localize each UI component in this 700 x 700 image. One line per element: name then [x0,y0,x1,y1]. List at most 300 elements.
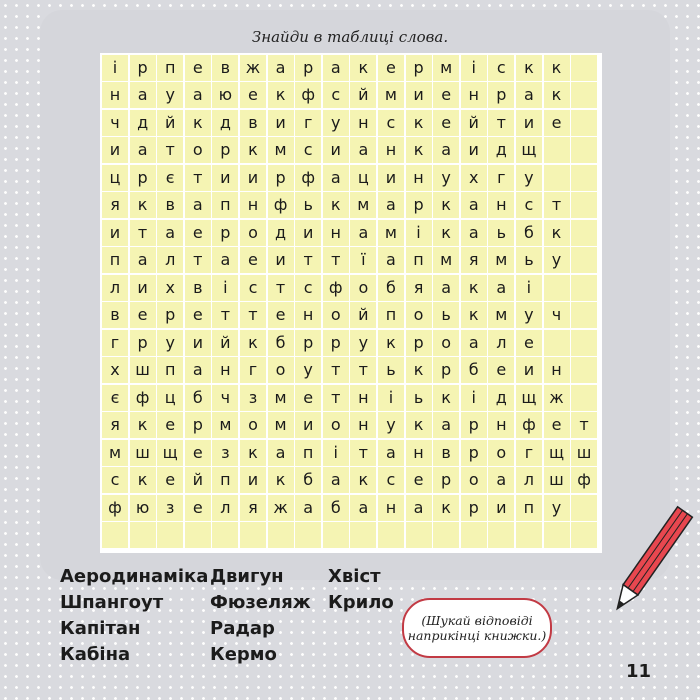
grid-cell: р [488,82,514,108]
grid-cell: к [406,110,432,136]
grid-cell: а [461,220,487,246]
word-column-2 [210,566,311,670]
grid-cell: к [268,82,294,108]
grid-cell: і [378,385,404,411]
grid-cell: і [406,220,432,246]
grid-cell: а [433,275,459,301]
grid-cell: к [544,82,570,108]
grid-cell: в [212,55,238,81]
grid-cell: р [185,412,211,438]
grid-cell: р [130,55,156,81]
grid-cell: п [295,440,321,466]
grid-cell: а [350,495,376,521]
grid-cell: т [323,247,349,273]
grid-cell: т [488,110,514,136]
grid-cell: е [544,412,570,438]
word-item: Крило [328,592,394,613]
grid-cell: с [378,467,404,493]
grid-cell: и [130,275,156,301]
grid-cell [571,302,597,328]
grid-cell: в [433,440,459,466]
grid-cell: е [433,110,459,136]
grid-cell: ц [157,385,183,411]
grid-cell: с [295,275,321,301]
grid-cell: а [378,247,404,273]
grid-cell [571,247,597,273]
grid-cell: а [488,467,514,493]
grid-cell: н [350,412,376,438]
grid-cell: р [406,192,432,218]
grid-cell: т [212,302,238,328]
grid-cell: з [157,495,183,521]
grid-cell: л [102,275,128,301]
grid-cell: н [350,110,376,136]
grid-cell: т [268,275,294,301]
grid-cell: і [461,385,487,411]
grid-cell: е [406,467,432,493]
grid-cell: н [544,357,570,383]
grid-cell: б [295,467,321,493]
note-line-1: (Шукай відповіді [421,613,533,628]
grid-cell: и [406,82,432,108]
grid-cell: т [185,165,211,191]
grid-cell: т [185,247,211,273]
grid-cell: о [433,330,459,356]
grid-cell: к [240,440,266,466]
grid-cell: а [185,192,211,218]
grid-cell: б [268,330,294,356]
grid-cell: а [130,247,156,273]
instruction-text: Знайди в таблиці слова. [251,28,449,46]
grid-cell: и [102,137,128,163]
letter-grid [102,55,600,548]
word-item: Кермо [210,644,277,665]
grid-cell: н [295,302,321,328]
grid-cell: а [157,220,183,246]
grid-cell: с [488,55,514,81]
grid-cell: к [406,357,432,383]
grid-cell: є [157,165,183,191]
grid-cell: е [240,82,266,108]
grid-cell: я [406,275,432,301]
grid-cell: ш [130,357,156,383]
grid-cell: й [350,82,376,108]
grid-cell: к [240,330,266,356]
grid-cell: ж [268,495,294,521]
grid-cell: р [406,330,432,356]
grid-cell [130,522,156,548]
grid-cell: м [433,55,459,81]
grid-cell [571,55,597,81]
grid-cell [544,275,570,301]
grid-cell: ї [350,247,376,273]
grid-cell: н [102,82,128,108]
grid-cell: м [488,247,514,273]
grid-cell: й [185,467,211,493]
word-search-grid [100,53,602,553]
grid-cell: ж [544,385,570,411]
grid-cell [378,522,404,548]
grid-cell: л [157,247,183,273]
grid-cell: с [516,192,542,218]
grid-cell [544,137,570,163]
grid-cell: щ [516,385,542,411]
grid-cell: м [378,220,404,246]
grid-cell: т [295,247,321,273]
grid-cell: ь [516,247,542,273]
grid-cell: р [268,165,294,191]
grid-cell: о [268,357,294,383]
grid-cell: т [240,302,266,328]
grid-cell: ч [212,385,238,411]
grid-cell: а [212,247,238,273]
grid-cell: п [406,247,432,273]
grid-cell [488,522,514,548]
grid-cell [516,522,542,548]
grid-cell [571,165,597,191]
grid-cell: к [130,467,156,493]
grid-cell: а [350,137,376,163]
grid-cell: к [378,330,404,356]
grid-cell: і [516,275,542,301]
grid-cell: х [102,357,128,383]
grid-cell: п [378,302,404,328]
grid-cell: ь [433,302,459,328]
grid-cell: к [268,467,294,493]
grid-cell [268,522,294,548]
grid-cell: я [102,192,128,218]
word-item: Капітан [60,618,141,639]
grid-cell: и [488,495,514,521]
grid-cell: р [130,165,156,191]
grid-cell: в [102,302,128,328]
grid-cell: с [323,82,349,108]
grid-cell: м [433,247,459,273]
grid-cell: й [350,302,376,328]
grid-cell: ф [130,385,156,411]
grid-cell: к [350,467,376,493]
grid-cell: ю [130,495,156,521]
grid-cell: а [323,55,349,81]
grid-cell: т [544,192,570,218]
page-number: 11 [626,661,652,682]
grid-cell: у [433,165,459,191]
grid-cell: в [185,275,211,301]
grid-cell: ш [544,467,570,493]
grid-cell: е [185,220,211,246]
grid-cell: е [268,302,294,328]
grid-cell: м [268,137,294,163]
grid-cell: к [350,55,376,81]
grid-cell: н [461,82,487,108]
grid-cell: н [378,137,404,163]
grid-cell: п [212,192,238,218]
grid-cell: е [544,110,570,136]
grid-cell: т [323,357,349,383]
grid-cell: і [461,55,487,81]
answers-note [402,598,552,658]
grid-cell: х [461,165,487,191]
grid-cell: н [240,192,266,218]
grid-cell: в [240,110,266,136]
grid-cell: є [102,385,128,411]
grid-cell: и [268,110,294,136]
grid-cell: н [323,220,349,246]
grid-cell: а [461,330,487,356]
grid-cell: е [130,302,156,328]
grid-cell: о [323,302,349,328]
grid-cell: я [102,412,128,438]
grid-cell: і [323,440,349,466]
grid-cell: д [268,220,294,246]
grid-cell: а [268,55,294,81]
grid-cell: и [378,165,404,191]
grid-cell: ь [295,192,321,218]
grid-cell: е [516,330,542,356]
grid-cell: е [185,302,211,328]
grid-cell: и [102,220,128,246]
grid-cell [571,82,597,108]
grid-cell: й [461,110,487,136]
grid-cell: т [157,137,183,163]
grid-cell: и [516,357,542,383]
grid-cell: ф [323,275,349,301]
grid-cell [571,110,597,136]
word-item: Двигун [210,566,284,587]
grid-cell: к [433,220,459,246]
grid-cell: е [157,467,183,493]
grid-cell: к [544,55,570,81]
grid-cell [544,330,570,356]
grid-cell: у [350,330,376,356]
grid-cell: у [323,110,349,136]
grid-cell [571,357,597,383]
grid-cell: к [433,192,459,218]
grid-cell: е [295,385,321,411]
grid-cell: т [350,357,376,383]
grid-cell: н [406,440,432,466]
grid-cell: м [378,82,404,108]
grid-cell: к [240,137,266,163]
grid-cell: и [240,467,266,493]
grid-cell: ц [350,165,376,191]
grid-cell: м [268,385,294,411]
grid-cell: р [157,302,183,328]
grid-cell: р [461,495,487,521]
grid-cell [157,522,183,548]
grid-cell: н [212,357,238,383]
grid-cell: к [461,275,487,301]
grid-cell: о [350,275,376,301]
grid-cell [461,522,487,548]
grid-cell: у [544,247,570,273]
grid-cell: н [378,495,404,521]
grid-cell: п [212,467,238,493]
grid-cell: р [433,357,459,383]
grid-cell: я [461,247,487,273]
grid-cell: а [323,467,349,493]
grid-cell: и [516,110,542,136]
grid-cell [571,275,597,301]
grid-cell [185,522,211,548]
grid-cell: ф [268,192,294,218]
grid-cell: и [295,412,321,438]
grid-cell: я [240,495,266,521]
grid-cell: к [406,412,432,438]
grid-cell: к [130,192,156,218]
grid-cell: к [433,385,459,411]
grid-cell: г [295,110,321,136]
grid-cell: і [212,275,238,301]
grid-cell: ч [544,302,570,328]
grid-cell: ь [378,357,404,383]
grid-cell: р [212,220,238,246]
grid-cell: и [240,165,266,191]
grid-cell: р [461,412,487,438]
grid-cell: е [488,357,514,383]
grid-cell: ф [295,82,321,108]
grid-cell: ф [102,495,128,521]
grid-cell: в [157,192,183,218]
grid-cell: г [240,357,266,383]
grid-cell: к [406,137,432,163]
grid-cell: а [295,495,321,521]
grid-cell [571,137,597,163]
grid-cell: ю [212,82,238,108]
grid-cell [102,522,128,548]
grid-cell: у [157,82,183,108]
grid-cell: а [516,82,542,108]
word-item: Фюзеляж [210,592,311,613]
grid-cell: й [157,110,183,136]
grid-cell: т [571,412,597,438]
grid-cell [240,522,266,548]
grid-cell: м [268,412,294,438]
grid-cell: л [516,467,542,493]
grid-cell: о [240,412,266,438]
grid-cell: б [323,495,349,521]
grid-cell: д [488,137,514,163]
grid-cell: е [378,55,404,81]
grid-cell: х [157,275,183,301]
grid-cell: г [102,330,128,356]
grid-cell: а [323,165,349,191]
grid-cell: м [212,412,238,438]
grid-cell: а [185,82,211,108]
grid-cell: щ [157,440,183,466]
word-item: Аеродинаміка [60,566,209,587]
grid-cell: т [130,220,156,246]
grid-cell: и [295,220,321,246]
grid-cell: п [516,495,542,521]
grid-cell: ш [571,440,597,466]
grid-cell: у [544,495,570,521]
grid-cell: г [488,165,514,191]
grid-cell: ш [130,440,156,466]
grid-cell: і [102,55,128,81]
grid-cell: л [212,495,238,521]
grid-cell: б [185,385,211,411]
grid-cell: п [102,247,128,273]
grid-cell: с [240,275,266,301]
grid-cell [571,385,597,411]
grid-cell [323,522,349,548]
grid-cell: п [157,55,183,81]
grid-cell: ь [488,220,514,246]
grid-cell: а [130,137,156,163]
grid-cell: б [378,275,404,301]
note-line-2: наприкінці книжки.) [407,628,547,643]
grid-cell: р [130,330,156,356]
grid-cell: т [350,440,376,466]
grid-cell: с [295,137,321,163]
grid-cell: р [212,137,238,163]
grid-cell [406,522,432,548]
grid-cell: м [350,192,376,218]
grid-cell: е [185,440,211,466]
grid-cell: а [378,192,404,218]
grid-cell: б [516,220,542,246]
grid-cell: у [516,165,542,191]
grid-cell: н [350,385,376,411]
pencil-icon [560,500,700,630]
grid-cell: а [185,357,211,383]
word-item: Хвіст [328,566,381,587]
word-item: Радар [210,618,275,639]
grid-cell: д [130,110,156,136]
grid-cell: к [516,55,542,81]
word-column-1 [60,566,208,670]
word-item: Кабіна [60,644,131,665]
grid-cell: а [433,412,459,438]
grid-cell: р [295,330,321,356]
grid-cell: к [185,110,211,136]
grid-cell: п [157,357,183,383]
grid-cell: и [323,137,349,163]
grid-cell: р [406,55,432,81]
grid-cell: з [212,440,238,466]
grid-cell: а [461,192,487,218]
grid-cell: е [433,82,459,108]
grid-cell: а [268,440,294,466]
grid-cell: н [488,192,514,218]
grid-cell: с [102,467,128,493]
grid-cell [544,165,570,191]
grid-cell [571,220,597,246]
grid-cell: у [157,330,183,356]
grid-cell: р [323,330,349,356]
grid-cell: г [516,440,542,466]
grid-cell: у [295,357,321,383]
grid-cell: ч [102,110,128,136]
grid-cell: о [185,137,211,163]
grid-cell: к [461,302,487,328]
grid-cell: с [378,110,404,136]
grid-cell: а [130,82,156,108]
grid-cell: щ [544,440,570,466]
grid-cell [295,522,321,548]
grid-cell: м [102,440,128,466]
grid-cell: й [212,330,238,356]
grid-cell: ф [516,412,542,438]
grid-cell: а [378,440,404,466]
grid-cell: д [488,385,514,411]
grid-cell: о [323,412,349,438]
grid-cell: к [544,220,570,246]
grid-cell: а [406,495,432,521]
grid-cell: о [461,467,487,493]
grid-cell: ь [406,385,432,411]
